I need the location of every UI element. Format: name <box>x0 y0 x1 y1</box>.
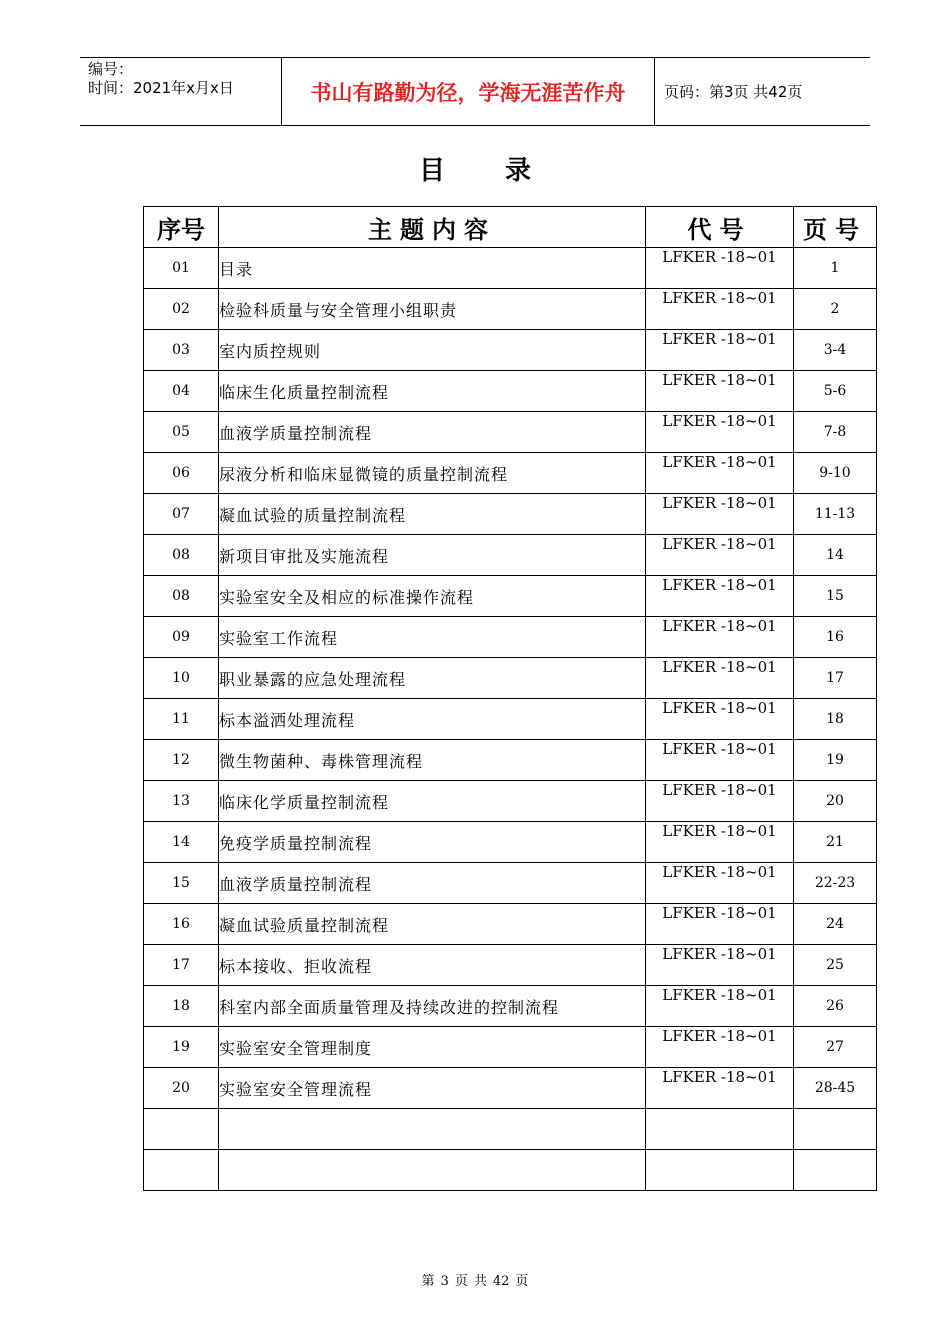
header-divider <box>654 58 655 125</box>
row-number: 01 <box>144 248 219 289</box>
row-subject: 尿液分析和临床显微镜的质量控制流程 <box>219 453 646 494</box>
row-code: LFKER -18~01 <box>646 904 794 945</box>
row-code <box>646 1150 794 1191</box>
row-page <box>794 1150 877 1191</box>
page-title: 目录 <box>418 156 591 186</box>
row-page: 1 <box>794 248 877 289</box>
table-row <box>144 535 877 576</box>
table-row <box>144 1068 877 1109</box>
row-page: 21 <box>794 822 877 863</box>
row-code: LFKER -18~01 <box>646 617 794 658</box>
row-number <box>144 1150 219 1191</box>
row-page: 2 <box>794 289 877 330</box>
row-page: 17 <box>794 658 877 699</box>
row-code: LFKER -18~01 <box>646 822 794 863</box>
row-subject <box>219 1150 646 1191</box>
table-row <box>144 1150 877 1191</box>
row-number: 20 <box>144 1068 219 1109</box>
row-page: 22-23 <box>794 863 877 904</box>
header-meta <box>88 60 283 98</box>
row-number: 12 <box>144 740 219 781</box>
row-page: 19 <box>794 740 877 781</box>
table-row <box>144 289 877 330</box>
row-code: LFKER -18~01 <box>646 1027 794 1068</box>
table-row <box>144 412 877 453</box>
row-number: 17 <box>144 945 219 986</box>
row-number: 08 <box>144 576 219 617</box>
row-page: 28-45 <box>794 1068 877 1109</box>
table-header-row <box>144 207 877 248</box>
row-code: LFKER -18~01 <box>646 945 794 986</box>
row-number: 15 <box>144 863 219 904</box>
header-page-info: 页码：第3页 共42页 <box>664 83 803 101</box>
column-header-subject: 主题内容 <box>219 207 646 248</box>
row-code: LFKER -18~01 <box>646 781 794 822</box>
row-subject: 血液学质量控制流程 <box>219 412 646 453</box>
row-code: LFKER -18~01 <box>646 658 794 699</box>
row-subject: 凝血试验质量控制流程 <box>219 904 646 945</box>
page-header <box>80 57 870 126</box>
table-row <box>144 453 877 494</box>
row-code: LFKER -18~01 <box>646 453 794 494</box>
row-subject: 标本接收、拒收流程 <box>219 945 646 986</box>
table-row <box>144 740 877 781</box>
row-subject: 微生物菌种、毒株管理流程 <box>219 740 646 781</box>
table-row <box>144 863 877 904</box>
row-code: LFKER -18~01 <box>646 863 794 904</box>
table-row <box>144 494 877 535</box>
row-subject: 标本溢洒处理流程 <box>219 699 646 740</box>
row-subject: 凝血试验的质量控制流程 <box>219 494 646 535</box>
row-subject: 科室内部全面质量管理及持续改进的控制流程 <box>219 986 646 1027</box>
table-row <box>144 576 877 617</box>
row-page: 26 <box>794 986 877 1027</box>
row-code: LFKER -18~01 <box>646 1068 794 1109</box>
table-row <box>144 986 877 1027</box>
row-code: LFKER -18~01 <box>646 740 794 781</box>
row-page: 27 <box>794 1027 877 1068</box>
table-row <box>144 699 877 740</box>
row-subject: 实验室安全管理流程 <box>219 1068 646 1109</box>
row-number: 05 <box>144 412 219 453</box>
row-code <box>646 1109 794 1150</box>
row-code: LFKER -18~01 <box>646 248 794 289</box>
row-subject: 室内质控规则 <box>219 330 646 371</box>
table-row <box>144 371 877 412</box>
row-page: 20 <box>794 781 877 822</box>
row-number: 13 <box>144 781 219 822</box>
row-subject: 检验科质量与安全管理小组职责 <box>219 289 646 330</box>
row-number: 02 <box>144 289 219 330</box>
row-subject: 实验室工作流程 <box>219 617 646 658</box>
row-page: 7-8 <box>794 412 877 453</box>
table-row <box>144 945 877 986</box>
table-row <box>144 1027 877 1068</box>
row-code: LFKER -18~01 <box>646 986 794 1027</box>
row-code: LFKER -18~01 <box>646 371 794 412</box>
row-page: 18 <box>794 699 877 740</box>
table-row <box>144 248 877 289</box>
row-code: LFKER -18~01 <box>646 576 794 617</box>
document-number-label: 编号： <box>88 60 134 78</box>
row-subject: 新项目审批及实施流程 <box>219 535 646 576</box>
toc-table <box>143 206 877 1191</box>
row-page: 25 <box>794 945 877 986</box>
row-number: 03 <box>144 330 219 371</box>
header-motto: 书山有路勤为径，学海无涯苦作舟 <box>310 80 626 105</box>
row-code: LFKER -18~01 <box>646 535 794 576</box>
footer-total-pages: 42 <box>492 1274 510 1289</box>
column-header-code: 代号 <box>646 207 794 248</box>
column-header-no: 序号 <box>144 207 219 248</box>
row-number: 04 <box>144 371 219 412</box>
row-number: 10 <box>144 658 219 699</box>
table-row <box>144 658 877 699</box>
row-code: LFKER -18~01 <box>646 699 794 740</box>
table-body <box>144 248 877 1191</box>
row-number: 06 <box>144 453 219 494</box>
row-page <box>794 1109 877 1150</box>
page-footer: 第 3 页 共 42 页 <box>421 1274 529 1289</box>
footer-current-page: 3 <box>440 1274 449 1289</box>
row-subject: 实验室安全及相应的标准操作流程 <box>219 576 646 617</box>
document-time-label: 时间：2021年x月x日 <box>88 79 234 97</box>
row-subject: 临床化学质量控制流程 <box>219 781 646 822</box>
row-page: 9-10 <box>794 453 877 494</box>
row-page: 5-6 <box>794 371 877 412</box>
table-row <box>144 781 877 822</box>
row-number: 11 <box>144 699 219 740</box>
row-number: 19 <box>144 1027 219 1068</box>
row-subject: 临床生化质量控制流程 <box>219 371 646 412</box>
row-subject: 免疫学质量控制流程 <box>219 822 646 863</box>
row-subject: 职业暴露的应急处理流程 <box>219 658 646 699</box>
table-row <box>144 822 877 863</box>
row-page: 24 <box>794 904 877 945</box>
row-number <box>144 1109 219 1150</box>
table-row <box>144 330 877 371</box>
row-page: 11-13 <box>794 494 877 535</box>
row-code: LFKER -18~01 <box>646 289 794 330</box>
row-code: LFKER -18~01 <box>646 412 794 453</box>
table-row <box>144 1109 877 1150</box>
row-page: 14 <box>794 535 877 576</box>
row-number: 16 <box>144 904 219 945</box>
column-header-page: 页号 <box>794 207 877 248</box>
row-number: 09 <box>144 617 219 658</box>
row-page: 3-4 <box>794 330 877 371</box>
row-code: LFKER -18~01 <box>646 330 794 371</box>
row-page: 15 <box>794 576 877 617</box>
table-row <box>144 904 877 945</box>
row-number: 07 <box>144 494 219 535</box>
row-page: 16 <box>794 617 877 658</box>
table-row <box>144 617 877 658</box>
row-code: LFKER -18~01 <box>646 494 794 535</box>
row-subject: 目录 <box>219 248 646 289</box>
row-subject: 血液学质量控制流程 <box>219 863 646 904</box>
row-number: 18 <box>144 986 219 1027</box>
row-number: 08 <box>144 535 219 576</box>
row-subject <box>219 1109 646 1150</box>
row-subject: 实验室安全管理制度 <box>219 1027 646 1068</box>
row-number: 14 <box>144 822 219 863</box>
